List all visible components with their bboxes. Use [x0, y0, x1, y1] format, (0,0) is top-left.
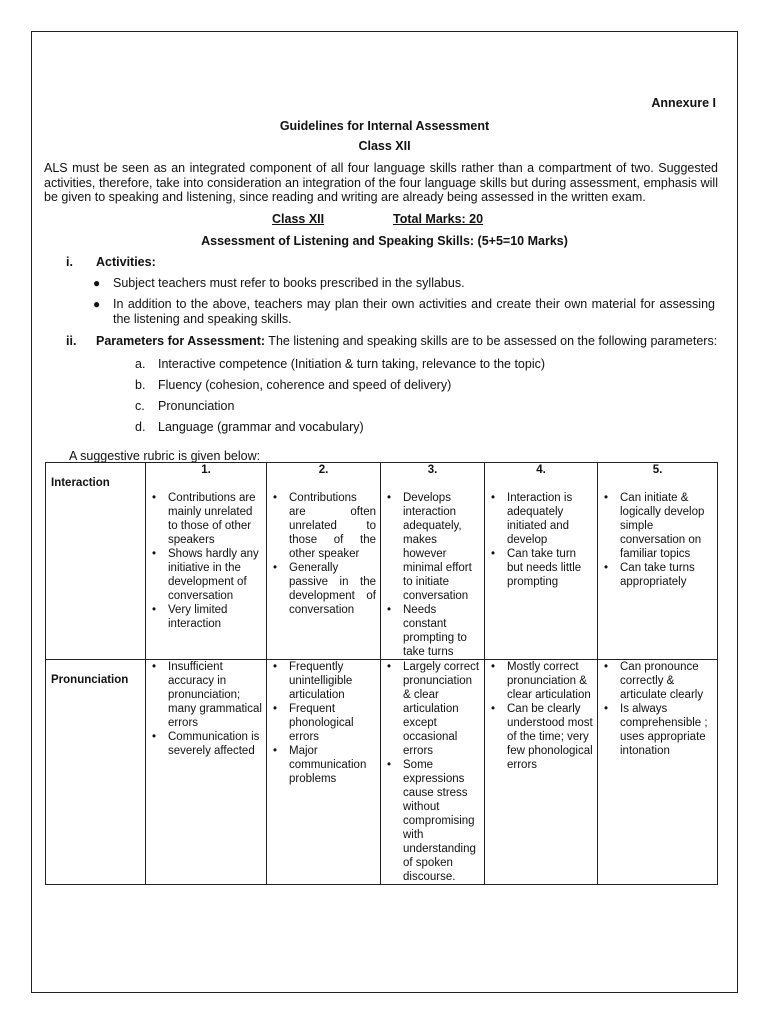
parameter-text: Interactive competence (Initiation & turn taking, relevance to the topic) — [158, 357, 546, 371]
rubric-table — [45, 462, 718, 885]
class-heading: Class XII — [358, 139, 411, 153]
intro-paragraph: ALS must be seen as an integrated component of all four language skills rather than a compartment of two. Suggested activities, therefore, take into consideration an integration of the four language skills but during assessment, emphasis will be given to speaking and listening, since reading and writing are already being assessed in the written exam. — [44, 161, 718, 204]
list-item: • Can be clearly understood most of the time; very few phonological errors — [489, 702, 593, 772]
total-marks: Total Marks: 20 — [393, 212, 484, 226]
pronunciation-level-2 — [267, 660, 381, 885]
list-item: • Can pronounce correctly & articulate clearly — [602, 660, 713, 702]
list-item: • Needs constant prompting to take turns — [385, 603, 480, 659]
parameter-letter: c. — [135, 399, 145, 413]
list-item: • Shows hardly any initiative in the development of conversation — [150, 547, 262, 603]
pronunciation-level-3 — [381, 660, 485, 885]
interaction-label-cell: Interaction — [46, 463, 146, 660]
pronunciation-level-1 — [146, 660, 267, 885]
section-i-numeral: i. — [66, 255, 73, 269]
list-item: • Major communication problems — [271, 744, 376, 786]
activity-bullet: ● In addition to the above, teachers may plan their own activities and create their own material for assessing the listening and speaking skills. — [93, 297, 715, 326]
interaction-level-2: 2. • Contributions are often unrelated to those of the other speaker • Generally passive in the development of conversation — [267, 463, 381, 660]
sub-class: Class XII — [272, 212, 325, 226]
list-item: • Insufficient accuracy in pronunciation; many grammatical errors — [150, 660, 262, 730]
document-title: Guidelines for Internal Assessment — [279, 119, 490, 133]
pronunciation-level-4 — [485, 660, 598, 885]
list-item: • Develops interaction adequately, makes however minimal effort to initiate conversation — [385, 491, 480, 603]
list-item: • Frequent phonological errors — [271, 702, 376, 744]
interaction-level-4: 4. • Interaction is adequately initiated and develop • Can take turn but needs little prompting — [485, 463, 598, 660]
interaction-level-3: 3. • Develops interaction adequately, makes however minimal effort to initiate conversation • Needs constant prompting to take turns — [381, 463, 485, 660]
bullet-icon: ● — [93, 297, 101, 311]
section-i-title: Activities: — [96, 255, 156, 269]
parameter-letter: d. — [135, 420, 146, 434]
list-item: • Generally passive in the development of conversation — [271, 561, 376, 617]
section-ii-line — [96, 334, 721, 349]
parameter-text: Language (grammar and vocabulary) — [158, 420, 364, 434]
parameter-text: Pronunciation — [158, 399, 235, 413]
rubric-intro: A suggestive rubric is given below: — [69, 449, 261, 463]
list-item: • Very limited interaction — [150, 603, 262, 631]
list-item: • Contributions are often unrelated to those of the other speaker — [271, 491, 376, 561]
table-row — [46, 463, 718, 660]
section-ii-numeral: ii. — [66, 334, 77, 348]
section-ii-title: Parameters for Assessment: — [96, 334, 266, 348]
list-item: • Can take turns appropriately — [602, 561, 713, 589]
list-item: • Can initiate & logically develop simple conversation on familiar topics — [602, 491, 713, 561]
annexure-label: Annexure I — [651, 96, 716, 110]
activity-bullet: ● Subject teachers must refer to books prescribed in the syllabus. — [93, 276, 465, 290]
list-item: • Communication is severely affected — [150, 730, 262, 758]
interaction-level-1: 1. • Contributions are mainly unrelated to those of other speakers • Shows hardly any initiative in the development of conversation • Very limited interaction — [146, 463, 267, 660]
interaction-level-5: 5. • Can initiate & logically develop simple conversation on familiar topics • Can take turns appropriately — [598, 463, 718, 660]
parameter-letter: b. — [135, 378, 146, 392]
list-item: • Mostly correct pronunciation & clear articulation — [489, 660, 593, 702]
pronunciation-label-cell: Pronunciation — [46, 660, 146, 885]
list-item: • Contributions are mainly unrelated to those of other speakers — [150, 491, 262, 547]
list-item: • Some expressions cause stress without compromising with understanding of spoken discourse. — [385, 758, 480, 884]
list-item: • Is always comprehensible ; uses appropriate intonation — [602, 702, 713, 758]
pronunciation-level-5 — [598, 660, 718, 885]
list-item: • Frequently unintelligible articulation — [271, 660, 376, 702]
list-item: • Interaction is adequately initiated and develop — [489, 491, 593, 547]
parameter-letter: a. — [135, 357, 146, 371]
parameter-text: Fluency (cohesion, coherence and speed of delivery) — [158, 378, 452, 392]
list-item: • Can take turn but needs little prompting — [489, 547, 593, 589]
section-ii-text: The listening and speaking skills are to be assessed on the following parameters: — [265, 334, 718, 348]
list-item: • Largely correct pronunciation & clear articulation except occasional errors — [385, 660, 480, 758]
assessment-heading: Assessment of Listening and Speaking Skills: (5+5=10 Marks) — [201, 234, 568, 248]
table-row — [46, 660, 718, 885]
bullet-icon: ● — [93, 276, 101, 290]
